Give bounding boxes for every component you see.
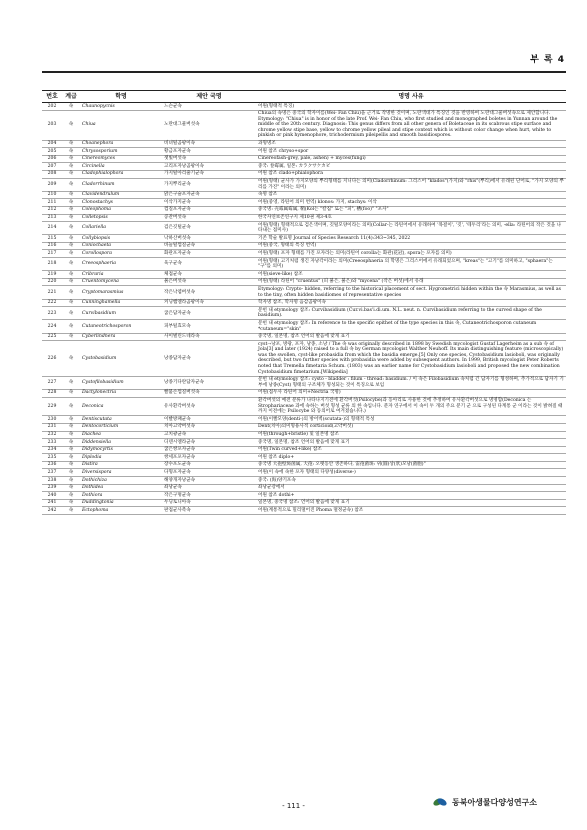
table-row xyxy=(42,258,566,271)
row-number: 241 xyxy=(42,499,62,507)
row-naming-reason: 중국명, 일본명, 참조 언어의 발음에 맞게 표기 xyxy=(256,439,566,447)
row-korean-name: 비녀털곰팡이속 xyxy=(162,140,256,148)
row-scientific-name: Choanephora xyxy=(80,140,162,148)
row-korean-name: 콩잔버섯속 xyxy=(162,214,256,222)
row-naming-reason: 일본명, 중국명 참조: 언어의 발음에 맞게 표기 xyxy=(256,499,566,507)
row-number: 213 xyxy=(42,214,62,222)
row-korean-name: 피부털효모속 xyxy=(162,320,256,333)
row-naming-reason: 어원(형태) 고기처럼 생긴 자낭각이라는 의미(Creeosphaeria 의 학명은 그리스어에서 유래되었으며, "kreas"는 "고기"를 의미하고, "sphaera"는 "구"를 의미) xyxy=(256,258,566,271)
row-naming-reason: 어원(형태) 라틴어 "cruentus" (피 붉은, 붉은)와 "mycena" (작은 버섯)에서 유래 xyxy=(256,278,566,286)
row-naming-reason: 어원(sieve-like) 참조 xyxy=(256,271,566,279)
row-scientific-name: Diversispora xyxy=(80,469,162,477)
table-row xyxy=(42,477,566,485)
row-korean-name: 좌낭균속 xyxy=(162,484,256,492)
row-naming-reason: 어원(이빨모양(denti-)의 방어벽(scutata-)의 형태적 특성 xyxy=(256,416,566,424)
divider xyxy=(42,71,566,73)
row-scientific-name: Distira xyxy=(80,461,162,469)
row-number: 211 xyxy=(42,199,62,207)
row-number: 223 xyxy=(42,307,62,320)
row-number: 230 xyxy=(42,416,62,424)
row-korean-name: 다형포자균속 xyxy=(162,469,256,477)
table-row xyxy=(42,469,566,477)
row-korean-name: 해양개자낭균속 xyxy=(162,477,256,485)
table-row xyxy=(42,320,566,333)
row-rank: 속 xyxy=(62,242,80,250)
row-korean-name: 고치광균속 xyxy=(162,431,256,439)
row-rank: 속 xyxy=(62,499,80,507)
row-scientific-name: Diddensiella xyxy=(80,439,162,447)
row-number: 236 xyxy=(42,461,62,469)
row-naming-reason: Etymology: Crypto- hidden, referring to the historical placement of sect. Hygrometrici hidden within the 속 Marasmius, as well as to the tiny, often hidden basidiomes of representative species xyxy=(256,286,566,299)
row-rank: 속 xyxy=(62,250,80,258)
row-number: 232 xyxy=(42,431,62,439)
row-rank: 속 xyxy=(62,278,80,286)
row-naming-reason: Dent(치아)의미형용사적 corticioid(고약버섯) xyxy=(256,423,566,431)
row-scientific-name: Collariella xyxy=(80,222,162,235)
row-naming-reason: 과형명조 xyxy=(256,140,566,148)
table-row xyxy=(42,178,566,191)
row-rank: 속 xyxy=(62,446,80,454)
row-number: 212 xyxy=(42,206,62,214)
row-rank: 속 xyxy=(62,397,80,416)
row-scientific-name: Coleophoma xyxy=(80,206,162,214)
row-scientific-name: Cribraria xyxy=(80,271,162,279)
table-row xyxy=(42,155,566,163)
row-scientific-name: Corollospora xyxy=(80,250,162,258)
row-scientific-name: Circinella xyxy=(80,163,162,171)
row-rank: 속 xyxy=(62,155,80,163)
table-header-row xyxy=(42,91,566,103)
row-korean-name: 두딩토니아속 xyxy=(162,499,256,507)
table-row xyxy=(42,397,566,416)
row-rank: 속 xyxy=(62,222,80,235)
row-korean-name: 판접균사촉속 xyxy=(162,507,256,515)
row-scientific-name: Dothiora xyxy=(80,492,162,500)
row-korean-name: 빨불손껍질버섯속 xyxy=(162,389,256,397)
row-rank: 속 xyxy=(62,492,80,500)
row-rank: 속 xyxy=(62,178,80,191)
row-naming-reason: 학자명 참조, 학자명 음감곰팡이속 xyxy=(256,299,566,307)
row-rank: 속 xyxy=(62,320,80,333)
row-korean-name: 쌍세포포자균속 xyxy=(162,454,256,462)
row-scientific-name: Dothichiza xyxy=(80,477,162,485)
row-scientific-name: Cladophialophora xyxy=(80,170,162,178)
table-row xyxy=(42,163,566,171)
row-korean-name: 유사환각버섯속 xyxy=(162,397,256,416)
row-scientific-name: Cunninghamella xyxy=(80,299,162,307)
row-korean-name: 느슨균속 xyxy=(162,103,256,111)
table-row xyxy=(42,439,566,447)
row-korean-name: 황금포자균속 xyxy=(162,148,256,156)
row-number: 203 xyxy=(42,110,62,140)
row-naming-reason: 한국자연보존연구지 제10권 제3-4호 xyxy=(256,214,566,222)
table-row xyxy=(42,484,566,492)
row-naming-reason: 중국명, 일본명, 참조 언어의 발음에 맞게 표기 xyxy=(256,333,566,341)
row-korean-name: 붉은버섯속 xyxy=(162,278,256,286)
row-rank: 속 xyxy=(62,416,80,424)
table-row xyxy=(42,222,566,235)
genus-table xyxy=(42,90,566,515)
row-scientific-name: Curvibasidium xyxy=(80,307,162,320)
row-naming-reason: 어원(계통적으로 밀리떨어진 Phoma 떨정균속) 참조 xyxy=(256,507,566,515)
col-naming-reason: 명명 사유 xyxy=(256,91,566,103)
row-scientific-name: Cinereomyces xyxy=(80,155,162,163)
row-naming-reason: 기존 학술 발표명 Journal of Species Research 11(4):343~345, 2022 xyxy=(256,235,566,243)
row-scientific-name: Deconica xyxy=(80,397,162,416)
row-rank: 속 xyxy=(62,258,80,271)
row-naming-reason: 속명 참조 xyxy=(256,191,566,199)
row-rank: 속 xyxy=(62,148,80,156)
row-korean-name: 고리포자낭곰팡이속 xyxy=(162,163,256,171)
row-scientific-name: Coniochaeta xyxy=(80,242,162,250)
row-naming-reason: 어원(Twin curved+like) 참조 xyxy=(256,446,566,454)
row-naming-reason: 문헌 내 etymology 참조: In reference to the specific epithet of the type species in this 속, Cutaneotrichosporon cutaneum *cutaneum="skin" xyxy=(256,320,566,333)
row-rank: 속 xyxy=(62,271,80,279)
table-row xyxy=(42,191,566,199)
row-korean-name: 화관포자균속 xyxy=(162,250,256,258)
row-rank: 속 xyxy=(62,469,80,477)
table-row xyxy=(42,446,566,454)
row-naming-reason: 어원 참조 dothi+ xyxy=(256,492,566,500)
row-korean-name: 치아고약버섯속 xyxy=(162,423,256,431)
row-scientific-name: Cystobasidium xyxy=(80,341,162,377)
row-rank: 속 xyxy=(62,140,80,148)
row-rank: 속 xyxy=(62,376,80,389)
col-rank: 계급 xyxy=(62,91,80,103)
row-number: 202 xyxy=(42,103,62,111)
row-naming-reason: 어원(through+bristle) 및 일본명 참조 xyxy=(256,431,566,439)
row-number: 235 xyxy=(42,454,62,462)
row-number: 229 xyxy=(42,397,62,416)
row-scientific-name: Cyberlindnera xyxy=(80,333,162,341)
row-rank: 속 xyxy=(62,461,80,469)
row-rank: 속 xyxy=(62,307,80,320)
row-number: 208 xyxy=(42,170,62,178)
row-number: 205 xyxy=(42,148,62,156)
row-scientific-name: Didymocyrtis xyxy=(80,446,162,454)
row-korean-name: 사이벌린드네라속 xyxy=(162,333,256,341)
row-scientific-name: Diplodia xyxy=(80,454,162,462)
row-number: 242 xyxy=(42,507,62,515)
row-korean-name: 작은낙엽버섯속 xyxy=(162,286,256,299)
table-row xyxy=(42,206,566,214)
row-naming-reason: Chiua의 속명은 중국의 학자이름(Wei- Fan Chiu)을 근거로 작명한 것이며, 노란색대가 특징인 것을 반영하여 노란대그물버섯속으로 제안합니다. Etymology: "Chiua" is in honor of the late Prof. Wei- Fan Chiu, who first studied and monographed boletes in Yunnan around the middle of the 20th century. Diagnosis: This genus differs from all other genera of Boletaceae in its scabrous stipe surface and chrome yellow stipe base, yellow to chrome yellow pileal and stipe context which is without color change when hurt, white to pinkish or pink hymenophore, trichodermium pileipellis and smooth basidiospores. xyxy=(256,110,566,140)
row-number: 219 xyxy=(42,271,62,279)
row-korean-name: 이삭가지균속 xyxy=(162,199,256,207)
row-naming-reason: 어원 참조 chryso+spor xyxy=(256,148,566,156)
row-korean-name: 가지뿌리균속 xyxy=(162,178,256,191)
row-naming-reason: 어원 참조 clado+phialophora xyxy=(256,170,566,178)
row-korean-name: 커닝햄엘라곰팡이속 xyxy=(162,299,256,307)
row-naming-reason: 어원(형태) 형태적으로 검은색이며, 깃털모양이라는 의미(Collar-는 라틴어에서 유래하여 '목걸이', '깃', '테두리'라는 의미, -ella: 라틴어의 작은 것을 나타내는 접미사) xyxy=(256,222,566,235)
table-row xyxy=(42,110,566,140)
row-rank: 속 xyxy=(62,484,80,492)
row-korean-name: 디덴시엘라균속 xyxy=(162,439,256,447)
table-row xyxy=(42,199,566,207)
row-naming-reason: 어원(형태적 특징) xyxy=(256,103,566,111)
table-row xyxy=(42,278,566,286)
table-row xyxy=(42,214,566,222)
row-naming-reason: cyst→낭포, 방광, 포자, 낭종, 소낭 / The 속 was originally described in 1898 by Swedish mycologist Gustaf Lagerheim as a sub 속 of Jola[3] and later (1924) raised to a full 속 by German mycologist Walther Neuhoff. Its main distinguishing feature (microscopically) was the swollen, cyst-like probasidia from which the basidia emerge.[5] Only one species, Cystobasidium lasioboli, was originally described, but two further species with probasidia were added by subsequent authors. In 1999, British mycologist Peter Roberts noted that Tremella fimetaria Schum. (1803) was an earlier name for Cystobasidium lasioboli and proposed the new combination Cystobasidium fimetarium.[Wikipedia] xyxy=(256,341,566,377)
row-number: 234 xyxy=(42,446,62,454)
row-rank: 속 xyxy=(62,235,80,243)
row-naming-reason: 어원(이 속에 속한 포자 형태의 다양성(diverse-) xyxy=(256,469,566,477)
row-number: 221 xyxy=(42,286,62,299)
row-number: 238 xyxy=(42,477,62,485)
row-number: 204 xyxy=(42,140,62,148)
row-naming-reason: 어원(중영, 라틴어 의미 번역) klonos: 가지, stachys: 이삭 xyxy=(256,199,566,207)
row-rank: 속 xyxy=(62,389,80,397)
row-naming-reason: 어원(중국, 형태의 특징 번역) xyxy=(256,242,566,250)
row-number: 210 xyxy=(42,191,62,199)
table-row xyxy=(42,250,566,258)
table-row xyxy=(42,499,566,507)
row-naming-reason: 중국명: 壳霉属霉属, 鞘(Kol는 "칼집" 또는 "피", 槽(foo)" "포자" xyxy=(256,206,566,214)
row-korean-name: 껍질포자균속 xyxy=(162,206,256,214)
row-korean-name: 가지털아리줄기균속 xyxy=(162,170,256,178)
row-naming-reason: 문헌 내 etymology 참조: cysto - bladder : filum - thread: basidium. / 이 속은 Filobasidium 속처럼 긴 담자기를 형성하며, 추가적으로 담자기 기부에 낭종(Cyst) 형태의 구조체가 형성되는 것이 특징으로 보임 xyxy=(256,376,566,389)
row-number: 207 xyxy=(42,163,62,171)
row-naming-reason: Cinereofash-grey, pale, ashen) + myces(fungi) xyxy=(256,155,566,163)
row-rank: 속 xyxy=(62,333,80,341)
row-number: 209 xyxy=(42,178,62,191)
row-korean-name: 맑은구슬포자균속 xyxy=(162,191,256,199)
row-korean-name: 장수포도균속 xyxy=(162,461,256,469)
row-scientific-name: Diachea xyxy=(80,431,162,439)
row-rank: 속 xyxy=(62,454,80,462)
row-scientific-name: Dentocorticium xyxy=(80,423,162,431)
row-rank: 속 xyxy=(62,299,80,307)
row-korean-name: 굽은쌍포자균속 xyxy=(162,446,256,454)
row-number: 233 xyxy=(42,439,62,447)
row-korean-name: 작은구멍균속 xyxy=(162,492,256,500)
row-scientific-name: Dactylonectria xyxy=(80,389,162,397)
table-row xyxy=(42,492,566,500)
row-number: 217 xyxy=(42,250,62,258)
row-rank: 속 xyxy=(62,170,80,178)
row-scientific-name: Chrysosporium xyxy=(80,148,162,156)
row-naming-reason: 중국: 卷霉属, 일본: カラクサケカビ xyxy=(256,163,566,171)
row-number: 231 xyxy=(42,423,62,431)
col-korean-name: 제안 국명 xyxy=(162,91,256,103)
table-row xyxy=(42,235,566,243)
row-rank: 속 xyxy=(62,423,80,431)
row-rank: 속 xyxy=(62,439,80,447)
row-naming-reason: 어원(형태) 포자 형태를 가진 포자라는 의미(라틴어 corolla는 화관(花冠), spora는 포자를 의미) xyxy=(256,250,566,258)
row-rank: 속 xyxy=(62,163,80,171)
table-row xyxy=(42,286,566,299)
row-number: 220 xyxy=(42,278,62,286)
row-naming-reason: 환각버섯의 예전 분류가 나타나지기전에 환각버섯(Psilocybe)과 동아리로 사용한 것에 추정하여 유사환각버섯으로 명명함(Deconica 는 Strophariaceae 과에 속하는 버섯 형성 균류 의 한 속입니다. 분자 연구에서 이 속이 두 개의 주요 분기 군 으로 구성된 다계통 군 이라는 것이 밝혀질 때까지 이전에는 Psilocybe 와 동의어로 여겨졌습니다.) xyxy=(256,397,566,416)
row-scientific-name: Ectophoma xyxy=(80,507,162,515)
leaf-logo-icon xyxy=(432,794,448,810)
row-scientific-name: Collybiopsis xyxy=(80,235,162,243)
row-korean-name: 육구균속 xyxy=(162,258,256,271)
row-korean-name: 낙하산버섯속 xyxy=(162,235,256,243)
row-rank: 속 xyxy=(62,286,80,299)
page-number: - 111 - xyxy=(282,802,305,810)
row-number: 224 xyxy=(42,320,62,333)
table-row xyxy=(42,299,566,307)
table-row xyxy=(42,507,566,515)
table-row xyxy=(42,271,566,279)
row-scientific-name: Cutaneotrichosporon xyxy=(80,320,162,333)
table-row xyxy=(42,423,566,431)
row-korean-name: 노란대그물버섯속 xyxy=(162,110,256,140)
row-number: 222 xyxy=(42,299,62,307)
table-row xyxy=(42,454,566,462)
row-number: 228 xyxy=(42,389,62,397)
row-rank: 속 xyxy=(62,206,80,214)
row-korean-name: 낭종기다란담자균속 xyxy=(162,376,256,389)
row-number: 239 xyxy=(42,484,62,492)
row-korean-name: 굽은담자균속 xyxy=(162,307,256,320)
row-number: 227 xyxy=(42,376,62,389)
row-rank: 속 xyxy=(62,507,80,515)
row-rank: 속 xyxy=(62,477,80,485)
table-row xyxy=(42,461,566,469)
row-number: 240 xyxy=(42,492,62,500)
table-row xyxy=(42,103,566,111)
row-korean-name: 체접균속 xyxy=(162,271,256,279)
logo-text: 동북아생물다양성연구소 xyxy=(452,797,538,807)
row-scientific-name: Dothidea xyxy=(80,484,162,492)
row-rank: 속 xyxy=(62,199,80,207)
row-korean-name: 바늘털껍질균속 xyxy=(162,242,256,250)
row-scientific-name: Dentiscutata xyxy=(80,416,162,424)
row-number: 225 xyxy=(42,333,62,341)
table-row xyxy=(42,431,566,439)
row-korean-name: 낭종담자균속 xyxy=(162,341,256,377)
row-naming-reason: 좌낭균강에서 xyxy=(256,484,566,492)
row-number: 216 xyxy=(42,242,62,250)
row-korean-name: 검은깃털균속 xyxy=(162,222,256,235)
row-scientific-name: Clonostachys xyxy=(80,199,162,207)
table-row xyxy=(42,170,566,178)
row-rank: 속 xyxy=(62,191,80,199)
row-rank: 속 xyxy=(62,214,80,222)
row-scientific-name: Colletopsis xyxy=(80,214,162,222)
table-row xyxy=(42,389,566,397)
row-scientific-name: Creeosphaeria xyxy=(80,258,162,271)
row-naming-reason: 문헌 내 etymology 참조: Curvibasidium (Cur.vi.bas'i.di.um. N.L. neut. n. Curvibasidium referring to the curved shape of the basidium). xyxy=(256,307,566,320)
col-scientific-name: 학명 xyxy=(80,91,162,103)
row-scientific-name: Chaunopycnis xyxy=(80,103,162,111)
table-row xyxy=(42,341,566,377)
row-number: 215 xyxy=(42,235,62,243)
appendix-header: 부 록 4 xyxy=(530,55,565,65)
row-naming-reason: 어원(형태) 균사가 가지모양의 뿌리형태를 지니다는 의미(Cladorrhinum: 그리스어 "klados"(가지)와 "rhis"(뿌리)에서 유래된 단어로, "가지 모양의 뿌리를 가진" 이라는 의미) xyxy=(256,178,566,191)
row-number: 226 xyxy=(42,341,62,377)
row-scientific-name: Cryptomarasmius xyxy=(80,286,162,299)
col-number: 번호 xyxy=(42,91,62,103)
row-number: 237 xyxy=(42,469,62,477)
row-number: 218 xyxy=(42,258,62,271)
table-row xyxy=(42,242,566,250)
table-row xyxy=(42,416,566,424)
row-rank: 속 xyxy=(62,341,80,377)
table-row xyxy=(42,376,566,389)
row-number: 214 xyxy=(42,222,62,235)
row-naming-reason: 중국: (海)양기포속 xyxy=(256,477,566,485)
row-naming-reason: 어원 참조 diplo+ xyxy=(256,454,566,462)
institute-logo xyxy=(432,794,537,810)
row-scientific-name: Cystofilobasidium xyxy=(80,376,162,389)
row-naming-reason: 어원(접두사 라틴어 의미+Nectria 국명) xyxy=(256,389,566,397)
row-naming-reason: 중국명 大孢壁斑菌属, 大孢: 오랫동안 생존하다, 雷孢菌斑: 위(圓)상(狀)모낭(菌胞)" xyxy=(256,461,566,469)
row-rank: 속 xyxy=(62,110,80,140)
table-row xyxy=(42,333,566,341)
row-number: 206 xyxy=(42,155,62,163)
row-scientific-name: Duddingtonia xyxy=(80,499,162,507)
table-row xyxy=(42,148,566,156)
row-rank: 속 xyxy=(62,103,80,111)
table-row xyxy=(42,307,566,320)
table-row xyxy=(42,140,566,148)
row-rank: 속 xyxy=(62,431,80,439)
row-scientific-name: Cladorrhinum xyxy=(80,178,162,191)
row-scientific-name: Cruentomycena xyxy=(80,278,162,286)
row-scientific-name: Chiua xyxy=(80,110,162,140)
row-korean-name: 잿빛버섯속 xyxy=(162,155,256,163)
row-scientific-name: Clavidendrulum xyxy=(80,191,162,199)
row-korean-name: 이빨방패균속 xyxy=(162,416,256,424)
